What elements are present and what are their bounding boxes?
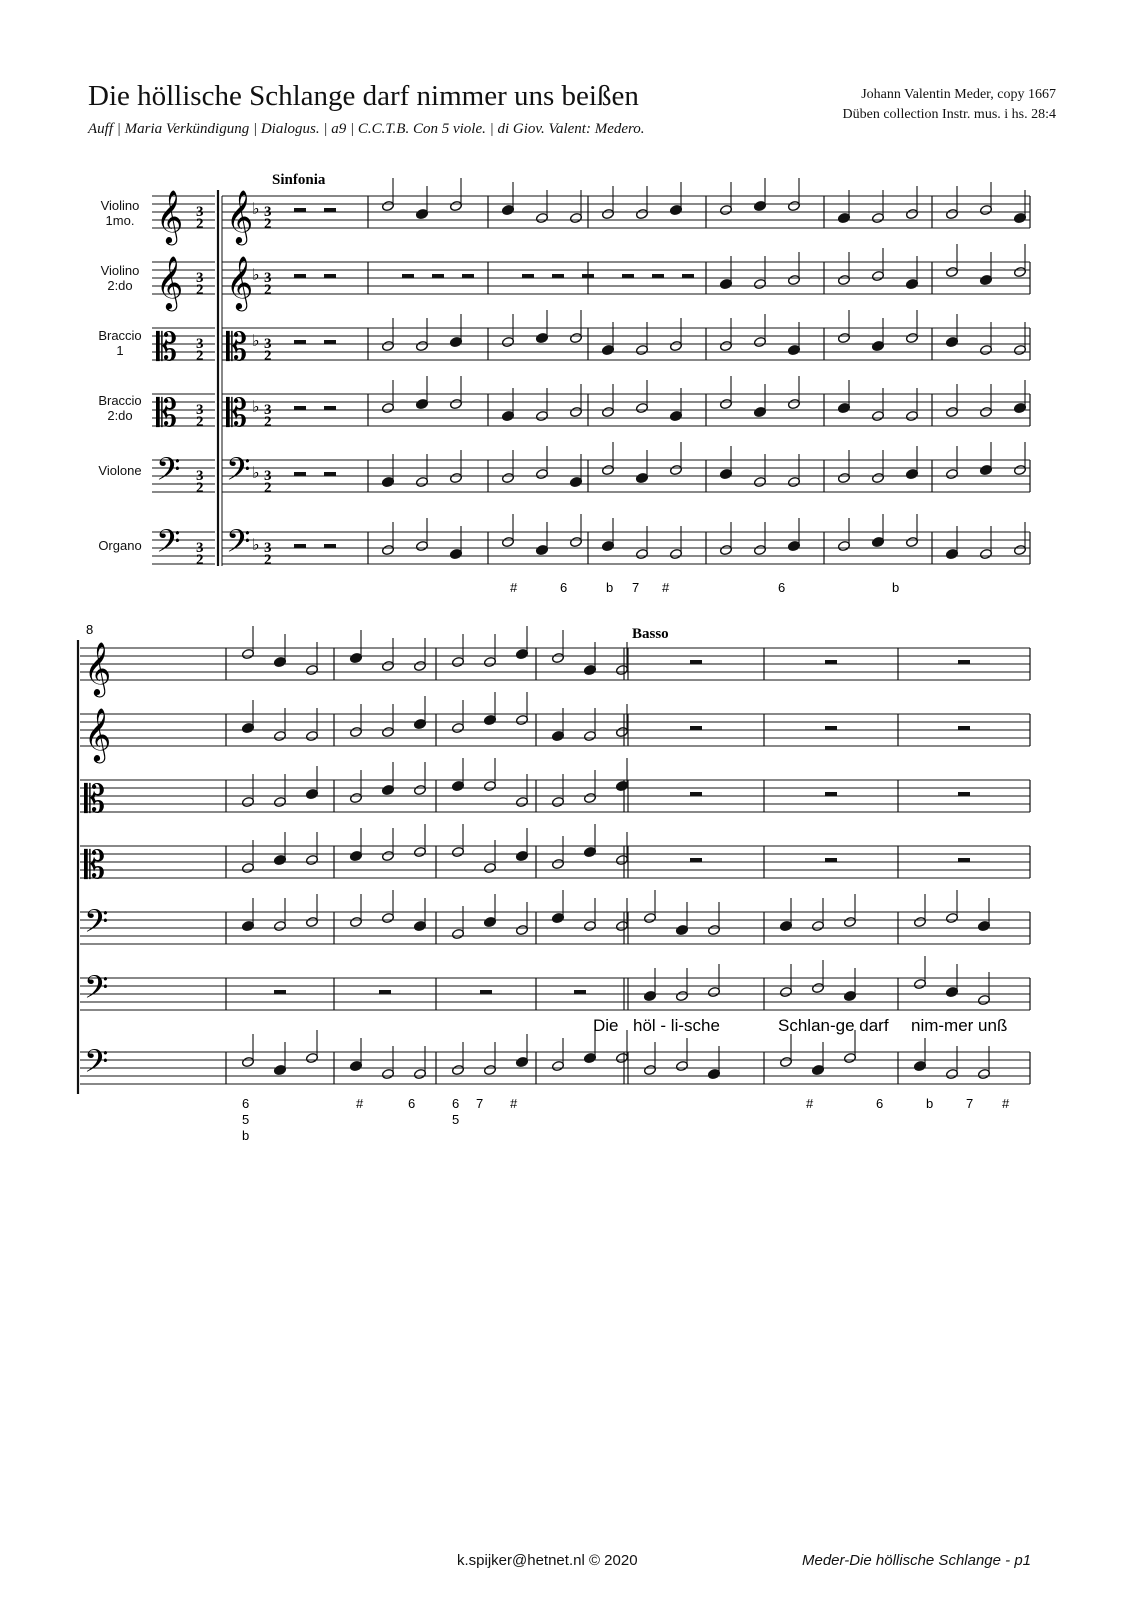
rest-mark <box>622 274 634 278</box>
rest-mark <box>274 990 286 994</box>
instrument-label-violone: Violone <box>98 463 142 478</box>
rest-mark <box>682 274 694 278</box>
f-clef-icon: 𝄢 <box>84 969 109 1013</box>
c-clef-icon: 𝄡 <box>84 777 106 821</box>
rest-mark <box>522 274 534 278</box>
figured-bass-figure: # <box>1002 1096 1010 1111</box>
rest-mark <box>294 208 306 212</box>
rest-mark <box>324 208 336 212</box>
instrument-label-organo: Organo <box>98 538 142 553</box>
rest-mark <box>690 726 702 730</box>
g-clef-icon: 𝄞 <box>84 641 112 695</box>
time-signature: 2 <box>264 480 272 496</box>
rest-mark <box>552 274 564 278</box>
time-signature: 2 <box>196 414 204 430</box>
rest-mark <box>574 990 586 994</box>
rest-mark <box>294 274 306 278</box>
instrument-label-braccio-2: Braccio 2:do <box>98 393 142 423</box>
rest-mark <box>294 340 306 344</box>
rest-mark <box>324 472 336 476</box>
instrument-label-violino-2: Violino 2:do <box>100 263 140 293</box>
composer-credit: Johann Valentin Meder, copy 1667 <box>861 87 1056 102</box>
figured-bass-figure: # <box>510 1096 518 1111</box>
rest-mark <box>324 544 336 548</box>
g-clef-icon: 𝄞 <box>156 255 184 309</box>
g-clef-icon: 𝄞 <box>226 189 254 243</box>
time-signature: 2 <box>196 552 204 568</box>
g-clef-icon: 𝄞 <box>226 255 254 309</box>
figured-bass-figure: 6 <box>876 1096 884 1111</box>
time-signature: 3 <box>196 402 204 418</box>
f-clef-icon: 𝄢 <box>156 523 181 567</box>
g-clef-icon: 𝄞 <box>84 707 112 761</box>
time-signature: 3 <box>264 336 272 352</box>
figured-bass-figure: b <box>892 580 900 595</box>
c-clef-icon: 𝄡 <box>156 325 178 369</box>
rest-mark <box>690 660 702 664</box>
figured-bass-figure: # <box>510 580 518 595</box>
flat-key-signature: ♭ <box>252 465 260 482</box>
figured-bass-figure: 6 <box>242 1096 250 1111</box>
time-signature: 2 <box>264 216 272 232</box>
f-clef-icon: 𝄢 <box>84 1043 109 1087</box>
rest-mark <box>652 274 664 278</box>
section-label-sinfonia: Sinfonia <box>272 172 326 188</box>
figured-bass-figure: 6 <box>560 580 568 595</box>
rest-mark <box>958 726 970 730</box>
time-signature: 2 <box>264 282 272 298</box>
time-signature: 3 <box>264 402 272 418</box>
figured-bass-figure: b <box>926 1096 934 1111</box>
rest-mark <box>825 858 837 862</box>
time-signature: 2 <box>264 414 272 430</box>
flat-key-signature: ♭ <box>252 537 260 554</box>
rest-mark <box>582 274 594 278</box>
time-signature: 2 <box>264 348 272 364</box>
figured-bass-figure: 6 <box>778 580 786 595</box>
source-credit: Düben collection Instr. mus. i hs. 28:4 <box>842 107 1056 122</box>
rest-mark <box>324 274 336 278</box>
footer-page-label: Meder-Die höllische Schlange - p1 <box>801 1552 1031 1569</box>
section-label-basso: Basso <box>632 626 669 642</box>
g-clef-icon: 𝄞 <box>156 189 184 243</box>
rest-mark <box>480 990 492 994</box>
figured-bass-figure: 7 <box>632 580 640 595</box>
rest-mark <box>958 660 970 664</box>
time-signature: 3 <box>264 204 272 220</box>
rest-mark <box>402 274 414 278</box>
piece-subtitle: Auff | Maria Verkündigung | Dialogus. | a9 | C.C.T.B. Con 5 viole. | di Giov. Valent: Medero. <box>88 121 645 137</box>
lyric-syllable: Die <box>593 1016 619 1035</box>
flat-key-signature: ♭ <box>252 333 260 350</box>
instrument-label-braccio-1: Braccio 1 <box>98 328 142 358</box>
c-clef-icon: 𝄡 <box>226 391 248 435</box>
figured-bass-figure: # <box>356 1096 364 1111</box>
time-signature: 3 <box>196 540 204 556</box>
rest-mark <box>958 858 970 862</box>
flat-key-signature: ♭ <box>252 201 260 218</box>
rest-mark <box>958 792 970 796</box>
lyric-syllable: nim-mer unß <box>911 1016 1008 1035</box>
piece-title: Die höllische Schlange darf nimmer uns beißen <box>88 80 639 112</box>
figured-bass-figure: 7 <box>476 1096 484 1111</box>
rest-mark <box>324 406 336 410</box>
time-signature: 2 <box>264 552 272 568</box>
c-clef-icon: 𝄡 <box>226 325 248 369</box>
rest-mark <box>825 726 837 730</box>
lyric-syllable: Schlan-ge darf <box>778 1016 889 1035</box>
time-signature: 3 <box>196 468 204 484</box>
time-signature: 3 <box>196 204 204 220</box>
f-clef-icon: 𝄢 <box>226 523 251 567</box>
instrument-label-violino-1: Violino 1mo. <box>100 198 140 228</box>
footer-contact: k.spijker@hetnet.nl © 2020 <box>457 1552 638 1569</box>
c-clef-icon: 𝄡 <box>84 843 106 887</box>
rest-mark <box>825 660 837 664</box>
time-signature: 3 <box>264 540 272 556</box>
c-clef-icon: 𝄡 <box>156 391 178 435</box>
measure-number: 8 <box>86 622 94 637</box>
time-signature: 2 <box>196 282 204 298</box>
rest-mark <box>294 472 306 476</box>
figured-bass-figure: # <box>662 580 670 595</box>
figured-bass-figure: # <box>806 1096 814 1111</box>
rest-mark <box>462 274 474 278</box>
figured-bass-figure: 6 <box>408 1096 416 1111</box>
rest-mark <box>690 792 702 796</box>
flat-key-signature: ♭ <box>252 399 260 416</box>
flat-key-signature: ♭ <box>252 267 260 284</box>
figured-bass-figure: 5 <box>452 1112 460 1127</box>
time-signature: 3 <box>264 468 272 484</box>
rest-mark <box>432 274 444 278</box>
figured-bass-figure: b <box>242 1128 250 1143</box>
f-clef-icon: 𝄢 <box>156 451 181 495</box>
figured-bass-figure: 6 <box>452 1096 460 1111</box>
rest-mark <box>294 544 306 548</box>
figured-bass-figure: 7 <box>966 1096 974 1111</box>
figured-bass-figure: 5 <box>242 1112 250 1127</box>
lyric-syllable: höl - li-sche <box>633 1016 720 1035</box>
rest-mark <box>690 858 702 862</box>
f-clef-icon: 𝄢 <box>226 451 251 495</box>
time-signature: 3 <box>196 336 204 352</box>
rest-mark <box>324 340 336 344</box>
time-signature: 3 <box>264 270 272 286</box>
time-signature: 2 <box>196 480 204 496</box>
figured-bass-figure: b <box>606 580 614 595</box>
rest-mark <box>294 406 306 410</box>
rest-mark <box>379 990 391 994</box>
time-signature: 2 <box>196 216 204 232</box>
f-clef-icon: 𝄢 <box>84 903 109 947</box>
rest-mark <box>825 792 837 796</box>
time-signature: 2 <box>196 348 204 364</box>
time-signature: 3 <box>196 270 204 286</box>
